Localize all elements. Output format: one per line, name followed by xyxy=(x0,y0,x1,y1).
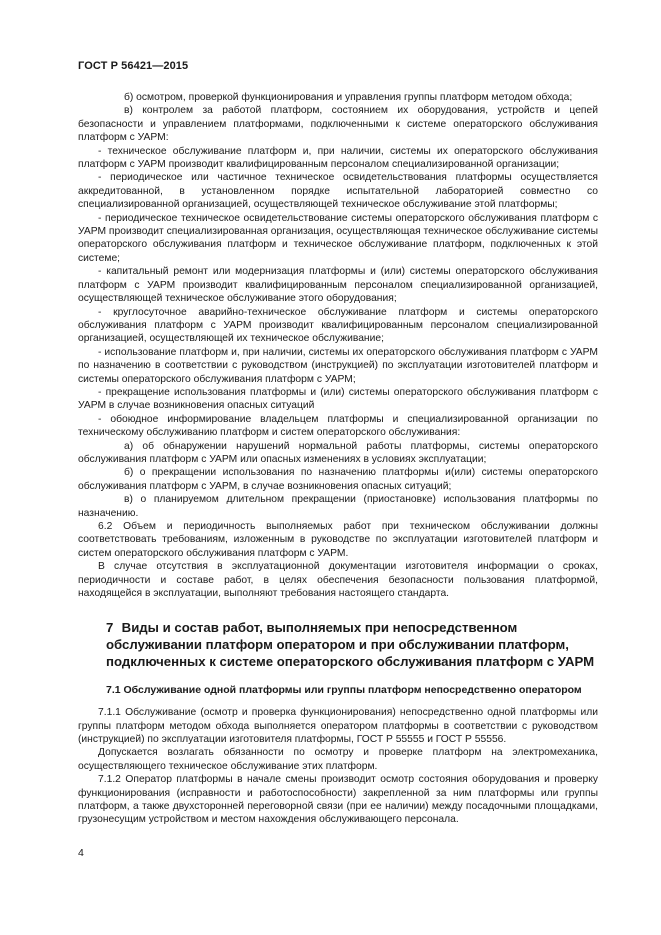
section-heading xyxy=(78,620,598,670)
paragraph: - прекращение использования платформы и (или) системы операторского обслуживания платформ с УАРМ в случае возникновения опасных ситуаций xyxy=(78,386,598,412)
paragraph: - техническое обслуживание платформ и, при наличии, системы их операторского обслуживания платформ с УАРМ производит квалифицированным персоналом специализированной организации; xyxy=(78,145,598,171)
paragraph: б) о прекращении использования по назначению платформы и(или) системы операторского обслуживания платформ с УАРМ, в случае возникновения опасных ситуаций; xyxy=(78,467,598,492)
paragraph: б) осмотром, проверкой функционирования и управления группы платформ методом обхода; xyxy=(124,92,573,103)
page-number: 4 xyxy=(78,847,84,859)
paragraph: - периодическое или частичное техническое освидетельствования платформы осуществляется аккредитованной, в установленном порядке испытательной лабораторией совместно со специализированной организацией, осуществляющей техническое обслуживание этой платформы; xyxy=(78,172,598,211)
paragraph: - круглосуточное аварийно-техническое обслуживание платформ и системы операторского обслуживания платформ с УАРМ производит квалифицированным персоналом специализированной организацией, осуществляющей их техническое обслуживание; xyxy=(78,306,598,345)
paragraph: Допускается возлагать обязанности по осмотру и проверке платформ на электромеханика, осуществляющего техническое обслуживание этих платформ. xyxy=(78,747,598,772)
paragraph: - периодическое техническое освидетельствование системы операторского обслуживания платформ с УАРМ производит специализированная организация, осуществляющая техническое обслуживание системы операторского обслуживания платформ и техническое обслуживание платформ, подключенных к этой системе; xyxy=(78,212,598,264)
standard-header: ГОСТ Р 56421—2015 xyxy=(78,60,189,72)
paragraph: 6.2 Объем и периодичность выполняемых работ при техническом обслуживании должны соответствовать требованиям, изложенным в руководстве по эксплуатации изготовителей платформ и систем операторского обслуживания платформ с УАРМ. xyxy=(78,521,598,559)
paragraph: а) об обнаружении нарушений нормальной работы платформы, системы операторского обслуживания платформ с УАРМ или опасных изменениях в условиях эксплуатации; xyxy=(78,440,598,465)
paragraph: - капитальный ремонт или модернизация платформы и (или) системы операторского обслуживания платформ с УАРМ производит квалифицированным персоналом специализированной организацией, осуществляющей техническое обслуживание этого оборудования; xyxy=(78,266,598,305)
section-title: Виды и состав работ, выполняемых при непосредственном обслуживании платформ оператором и при обслуживании платформ, подключенных к системе операторского обслуживания платформ с УАРМ xyxy=(106,620,595,670)
document-body xyxy=(78,91,598,827)
subsection-heading: 7.1 Обслуживание одной платформы или группы платформ непосредственно оператором xyxy=(106,683,582,696)
paragraph: В случае отсутствия в эксплуатационной документации изготовителя информации о сроках, периодичности и составе работ, в целях обеспечения безопасности пользования платформой, находящейся в эксплуатации, выполняют требования настоящего стандарта. xyxy=(78,561,598,600)
paragraph: в) о планируемом длительном прекращении (приостановке) использования платформы по назначению. xyxy=(78,494,598,519)
paragraph: - обоюдное информирование владельцем платформы и специализированной организации по техническому обслуживанию платформ и систем операторского обслуживания: xyxy=(78,413,598,439)
paragraph: 7.1.2 Оператор платформы в начале смены производит осмотр состояния оборудования и проверку функционирования (исправности и работоспособности) закрепленной за ним платформы или группы платформ, а также двухсторонней переговорной связи (при ее наличии) между посадочными площадками, грузонесущим устройством и местом нахождения обслуживающего персонала. xyxy=(78,774,598,826)
paragraph: - использование платформ и, при наличии, системы их операторского обслуживания платформ с УАРМ по назначению в соответствии с руководством (инструкцией) по эксплуатации изготовителей платформ и системы операторского обслуживания платформ с УАРМ; xyxy=(78,346,598,385)
paragraph: в) контролем за работой платформ, состоянием их оборудования, устройств и цепей безопасности и управлением платформами, подключенными к системе операторского обслуживания платформ с УАРМ: xyxy=(78,105,598,144)
section-number: 7 xyxy=(106,620,114,636)
paragraph: 7.1.1 Обслуживание (осмотр и проверка функционирования) непосредственно одной платформы или группы платформ методом обхода выполняется оператором платформы в соответствии с руководством (инструкцией) по эксплуатации изготовителя платформы, ГОСТ Р 55555 и ГОСТ Р 55556. xyxy=(78,707,598,746)
